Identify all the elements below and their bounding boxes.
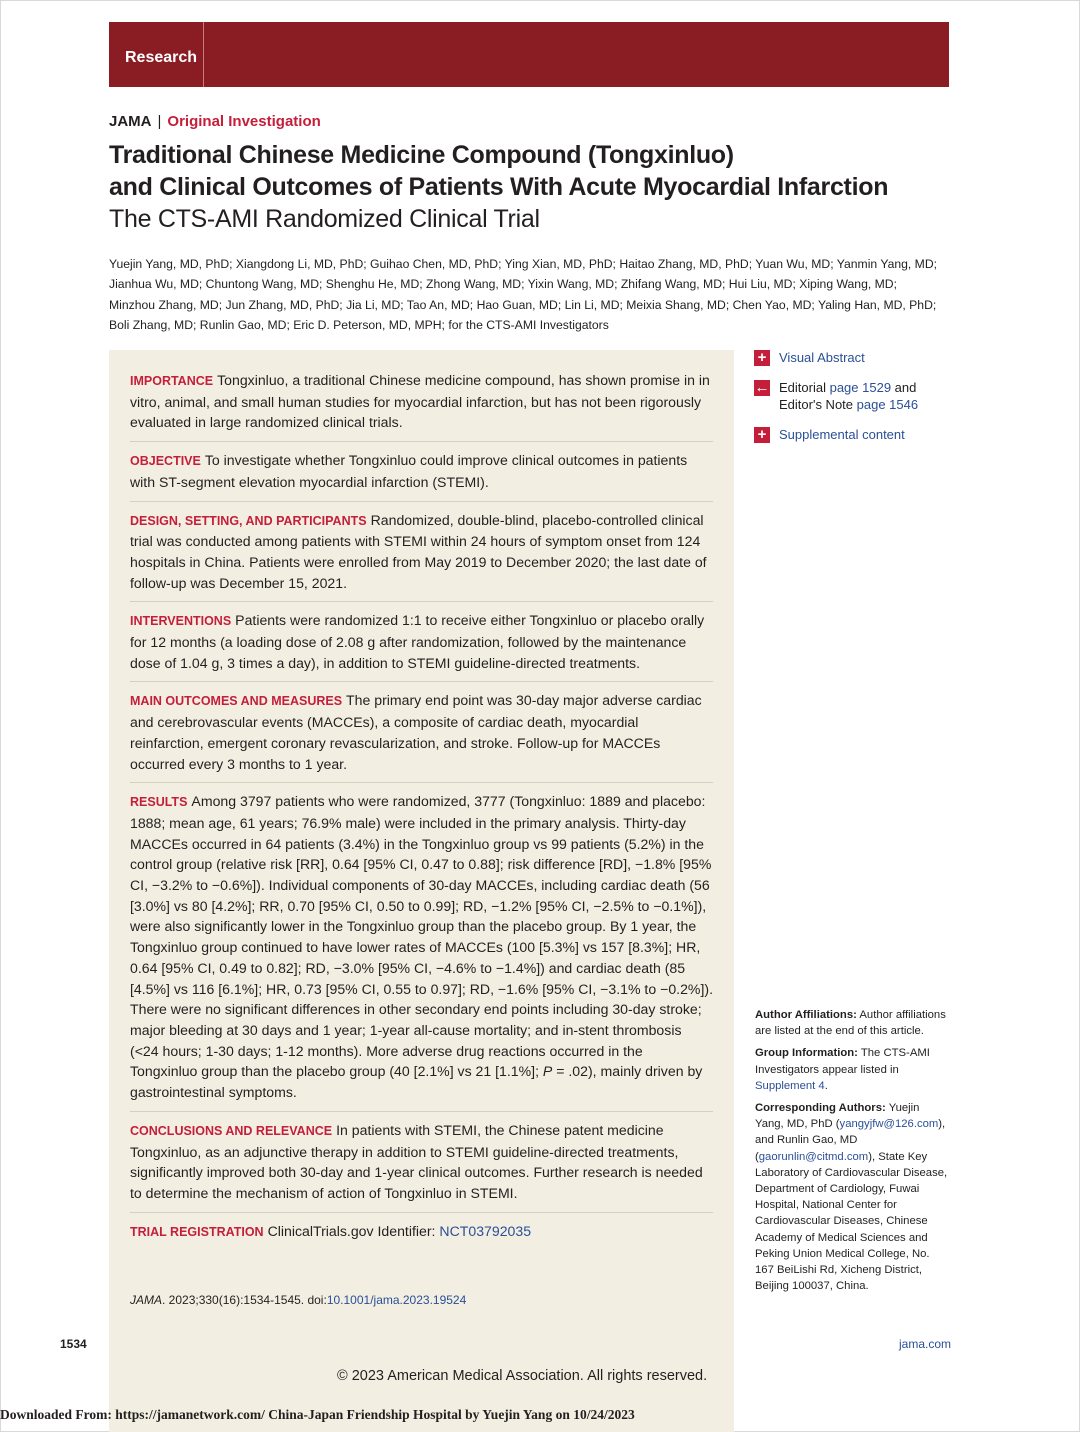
and-label: and [894, 380, 917, 395]
visual-abstract-label: Visual Abstract [779, 350, 865, 365]
abstract-conclusions [130, 1120, 713, 1213]
corresponding-authors [755, 1100, 950, 1294]
section-heading: CONCLUSIONS AND RELEVANCE [130, 1123, 333, 1138]
trial-id-link[interactable]: NCT03792035 [439, 1222, 532, 1239]
section-text: Randomized, double-blind, placebo-controlled clinical trial was conducted among patients with STEMI within 24 hours of symptom onset from 124 hospitals in China. Patients were enrolled from May 2019 to December 2020; the last date of follow-up was December 15, 2021. [130, 511, 707, 591]
section-text: The primary end point was 30-day major adverse cardiac and cerebrovascular events (MACCEs), a composite of cardiac death, myocardial reinfarction, emergent coronary revascularization, and stroke. Follow-up for MACCEs occurred every 3 months to 1 year. [130, 692, 702, 772]
corr-text: Yuejin Yang, MD, PhD ( [755, 1102, 920, 1131]
group-heading: Group Information: [755, 1047, 858, 1060]
author-line: Boli Zhang, MD; Runlin Gao, MD; Eric D. Peterson, MD, MPH; for the CTS-AMI Investigators [109, 317, 609, 332]
section-heading: MAIN OUTCOMES AND MEASURES [130, 694, 343, 709]
group-text: The CTS-AMI Investigators appear listed in [755, 1047, 930, 1076]
title-line-2: and Clinical Outcomes of Patients With Acute Myocardial Infarction [109, 173, 889, 201]
section-text: To investigate whether Tongxinluo could improve clinical outcomes in patients with ST-segment elevation myocardial infarction (STEMI). [130, 452, 688, 490]
editors-note-page-link[interactable]: page 1546 [856, 397, 919, 412]
supplemental-label: Supplemental content [779, 427, 905, 442]
site-link[interactable]: jama.com [899, 1337, 952, 1351]
section-text: ClinicalTrials.gov Identifier: [267, 1222, 436, 1239]
section-label: Research [125, 49, 198, 66]
editorial-links [754, 379, 949, 413]
page-number: 1534 [60, 1337, 87, 1351]
section-text: Tongxinluo, a traditional Chinese medicine compound, has shown promise in in vitro, animal, and small human studies for myocardial infarction, but has not been rigorously evaluated in large randomized clinical trials. [130, 372, 710, 431]
author-line: Jianhua Wu, MD; Chuntong Wang, MD; Shenghu He, MD; Zhong Wang, MD; Yixin Wang, MD; Zhifang Wang, MD; Hui Liu, MD; Xiping Wang, MD; [109, 277, 897, 292]
corr-text: ), and Runlin Gao, MD ( [755, 1118, 946, 1163]
journal-line [109, 113, 321, 130]
article-title [109, 139, 949, 203]
plus-icon: + [754, 427, 770, 443]
editorial-label: Editorial [779, 380, 826, 395]
abstract-design [130, 510, 713, 603]
copyright: © 2023 American Medical Association. All rights reserved. [337, 1368, 708, 1384]
abstract-panel [109, 350, 734, 1432]
corr-text: ), State Key Laboratory of Cardiovascular Disease, Department of Cardiology, Fuwai Hospital, National Center for Cardiovascular Diseases, Chinese Academy of Medical Sciences and Peking Union Medical College, No. 167 BeiLishi Rd, Xicheng District, Beijing 100037, China. [755, 1150, 948, 1293]
section-text: Among 3797 patients who were randomized, 3777 (Tongxinluo: 1889 and placebo: 1888; mean age, 61 years; 76.9% male) were included in the primary analysis. Thirty-day MACCEs occurred in 64 patients (3.4%) in the Tongxinluo group vs 99 patients (5.2%) in the control group (relative risk [RR], 0.64 [95% CI, 0.47 to 0.88]; risk difference [RD], −1.8% [95% CI, −3.2% to −0.6%]). Individual components of 30-day MACCEs, including cardiac death (56 [3.0%] vs 80 [4.2%]; RR, 0.70 [95% CI, 0.50 to 0.99]; RD, −1.2% [95% CI, −2.5% to −0.1%]), were also significantly lower in the Tongxinluo group than the placebo group. By 1 year, the Tongxinluo group continued to have lower rates of MACCEs (100 [5.3%] vs 157 [8.3%]; HR, 0.64 [95% CI, 0.49 to 0.82]; RD, −3.0% [95% CI, −4.6% to −1.4%]) and cardiac death (85 [4.5%] vs 116 [6.1%]; HR, 0.73 [95% CI, 0.55 to 0.97]; RD, −1.6% [95% CI, −3.1% to −0.2%]). There were no significant differences in other secondary end points including 30-day stroke; major bleeding at 30 days and 1 year; 1-year all-cause mortality; and in-stent thrombosis (<24 hours; 1-30 days; 1-12 months). More adverse drug reactions occurred in the Tongxinluo group than the placebo group (40 [2.1%] vs 21 [1.1%]; [130, 793, 713, 1080]
section-banner [109, 22, 949, 87]
author-line: Minzhou Zhang, MD; Jun Zhang, MD, PhD; Jia Li, MD; Tao An, MD; Hao Guan, MD; Lin Li, MD; Meixia Shang, MD; Chen Yao, MD; Yaling Han, MD, PhD; [109, 297, 937, 312]
group-end: . [824, 1079, 828, 1092]
plus-icon: + [754, 350, 770, 366]
abstract-registration [130, 1221, 713, 1251]
journal-separator: | [157, 113, 162, 130]
editorial-page-link[interactable]: page 1529 [829, 380, 892, 395]
citation [130, 1293, 466, 1307]
section-heading: OBJECTIVE [130, 454, 201, 469]
email-link[interactable]: yangyjfw@126.com [839, 1118, 939, 1131]
author-info [755, 1007, 950, 1300]
banner-divider [203, 22, 204, 87]
doi-link[interactable]: 10.1001/jama.2023.19524 [326, 1293, 467, 1307]
article-subtitle: The CTS-AMI Randomized Clinical Trial [109, 205, 540, 233]
section-text: = .02), mainly driven by gastrointestinal symptoms. [130, 1063, 703, 1101]
side-rail [754, 349, 949, 456]
article-type: Original Investigation [167, 113, 321, 130]
author-list [109, 254, 939, 335]
abstract-content [130, 370, 713, 1258]
supplement-link[interactable]: Supplement 4 [755, 1079, 825, 1092]
p-value-label: P [542, 1063, 553, 1080]
corr-heading: Corresponding Authors: [755, 1102, 886, 1115]
abstract-outcomes [130, 690, 713, 783]
section-text: In patients with STEMI, the Chinese patent medicine Tongxinluo, as an adjunctive therapy in addition to STEMI guideline-directed treatments, significantly improved both 30-day and 1-year clinical outcomes. Further research is needed to determine the mechanism of action of Tongxinluo in STEMI. [130, 1121, 703, 1201]
group-information [755, 1045, 950, 1094]
section-text: Patients were randomized 1:1 to receive either Tongxinluo or placebo orally for 12 months (a loading dose of 2.08 g after randomization, followed by the maintenance dose of 1.04 g, 3 times a day), in addition to STEMI guideline-directed treatments. [130, 612, 705, 671]
affil-heading: Author Affiliations: [755, 1009, 857, 1021]
abstract-results [130, 791, 713, 1112]
citation-ref: . 2023;330(16):1534-1545. doi: [162, 1293, 327, 1307]
section-heading: TRIAL REGISTRATION [130, 1224, 264, 1239]
visual-abstract-link[interactable] [754, 349, 949, 366]
author-line: Yuejin Yang, MD, PhD; Xiangdong Li, MD, PhD; Guihao Chen, MD, PhD; Ying Xian, MD, PhD; Haitao Zhang, MD, PhD; Yuan Wu, MD; Yanmin Yang, MD; [109, 257, 938, 271]
abstract-interventions [130, 610, 713, 682]
section-heading: RESULTS [130, 795, 188, 810]
abstract-objective [130, 450, 713, 501]
citation-journal: JAMA [130, 1293, 163, 1307]
author-affiliations [755, 1007, 950, 1039]
section-heading: INTERVENTIONS [130, 614, 232, 629]
download-stamp: Downloaded From: https://jamanetwork.com/ China-Japan Friendship Hospital by Yuejin Yang on 10/24/2023 [0, 1407, 635, 1422]
email-link[interactable]: gaorunlin@citmd.com [758, 1150, 869, 1163]
title-line-1: Traditional Chinese Medicine Compound (Tongxinluo) [109, 141, 734, 169]
section-heading: DESIGN, SETTING, AND PARTICIPANTS [130, 513, 367, 528]
journal-name: JAMA [109, 113, 152, 130]
editors-note-label: Editor's Note [779, 397, 854, 412]
affil-text: Author affiliations are listed at the end of this article. [755, 1009, 946, 1038]
supplemental-content-link[interactable] [754, 426, 949, 443]
section-heading: IMPORTANCE [130, 374, 214, 388]
arrow-left-icon: ← [754, 379, 770, 396]
abstract-importance [130, 370, 713, 442]
